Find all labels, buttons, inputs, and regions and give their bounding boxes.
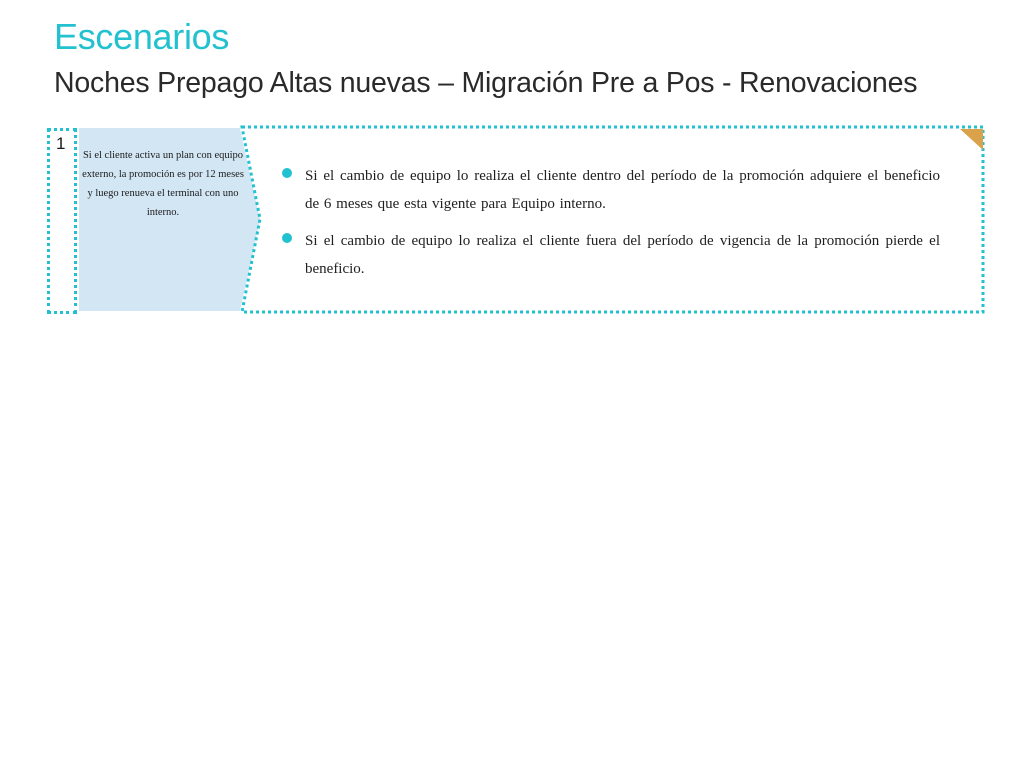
- bullet-dot-icon: [282, 168, 292, 178]
- scenario-number-box: [47, 128, 77, 314]
- list-item: [280, 227, 940, 283]
- page-title: Escenarios: [54, 16, 230, 57]
- list-item: [280, 162, 940, 218]
- page-subtitle: Noches Prepago Altas nuevas – Migración Pre a Pos - Renovaciones: [54, 67, 918, 99]
- corner-fold-icon: [960, 129, 983, 150]
- bullet-text: Si el cambio de equipo lo realiza el cliente fuera del período de vigencia de la promoción pierde el beneficio.: [305, 233, 940, 277]
- bullet-dot-icon: [282, 233, 292, 243]
- bullet-list: [280, 162, 940, 292]
- scenario-number: 1: [56, 134, 66, 153]
- bullet-text: Si el cambio de equipo lo realiza el cliente dentro del período de la promoción adquiere el beneficio de 6 meses que esta vigente para Equipo interno.: [305, 168, 940, 212]
- scenario-description: Si el cliente activa un plan con equipo externo, la promoción es por 12 meses y luego renueva el terminal con uno interno.: [82, 150, 244, 218]
